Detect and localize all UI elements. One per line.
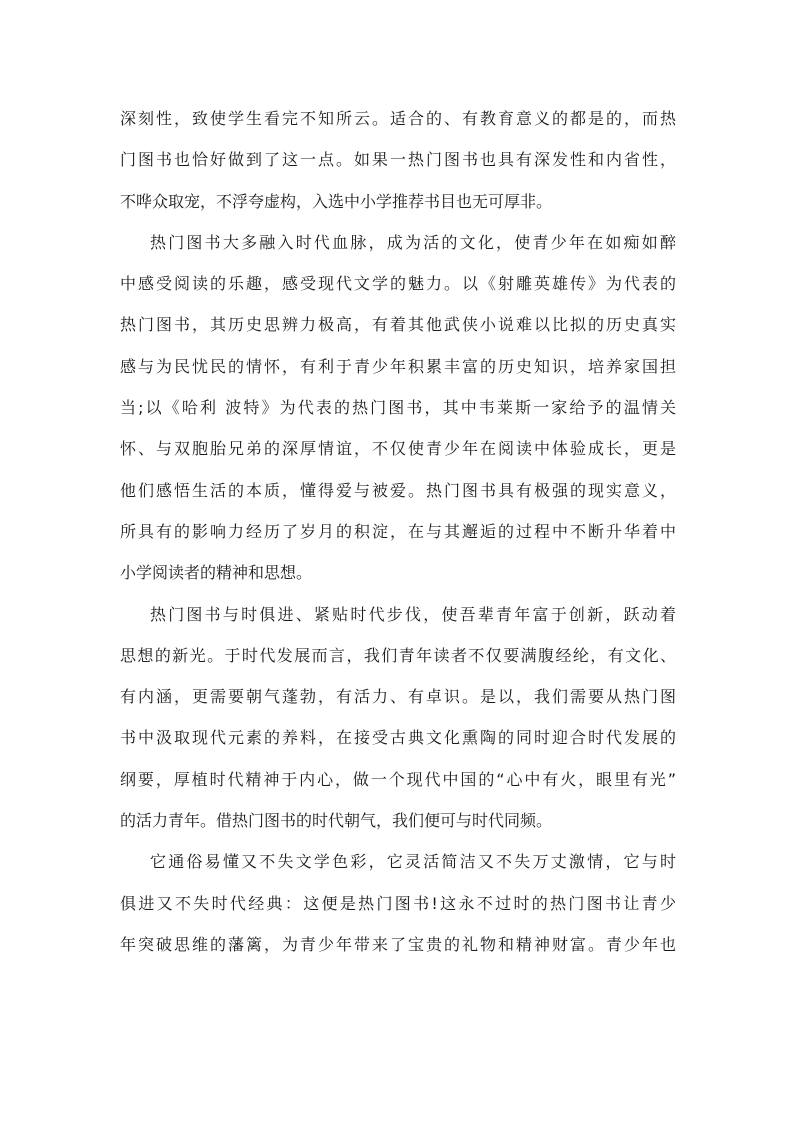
paragraph-line: 热门图书大多融入时代血脉，成为活的文化，使青少年在如痴如醉	[150, 232, 676, 252]
paragraph-line: 的活力青年。借热门图书的时代朝气，我们便可与时代同频。	[120, 811, 553, 831]
paragraph-line: 年突破思维的藩篱，为青少年带来了宝贵的礼物和精神财富。青少年也	[120, 934, 676, 954]
document-body	[120, 98, 676, 965]
paragraph-line: 门图书也恰好做到了这一点。如果一热门图书也具有深发性和内省性，	[120, 150, 676, 170]
paragraph-line: 不哗众取宠，不浮夸虚构，入选中小学推荐书目也无可厚非。	[120, 191, 553, 211]
paragraph-line: 思想的新光。于时代发展而言，我们青年读者不仅要满腹经纶，有文化、	[120, 645, 676, 665]
paragraph-line: 热门图书，其历史思辨力极高，有着其他武侠小说难以比拟的历史真实	[120, 315, 676, 335]
paragraph-line: 小学阅读者的精神和思想。	[120, 563, 313, 583]
paragraph-line: 怀、与双胞胎兄弟的深厚情谊，不仅使青少年在阅读中体验成长，更是	[120, 439, 676, 459]
paragraph-line: 深刻性，致使学生看完不知所云。适合的、有教育意义的都是的，而热	[120, 109, 676, 128]
paragraph-line: 有内涵，更需要朝气蓬勃，有活力、有卓识。是以，我们需要从热门图	[120, 687, 676, 707]
paragraph-line: 热门图书与时俱进、紧贴时代步伐，使吾辈青年富于创新，跃动着	[150, 604, 676, 624]
paragraph-line: 它通俗易懂又不失文学色彩，它灵活简洁又不失万丈激情，它与时	[150, 852, 676, 872]
paragraph-line: 书中汲取现代元素的养料，在接受古典文化熏陶的同时迎合时代发展的	[120, 728, 676, 748]
paragraph-line: 所具有的影响力经历了岁月的积淀，在与其邂逅的过程中不断升华着中	[120, 521, 676, 541]
paragraph-line: 当;以《哈利 波特》为代表的热门图书，其中韦莱斯一家给予的温情关	[120, 398, 676, 418]
paragraph-line: 中感受阅读的乐趣，感受现代文学的魅力。以《射雕英雄传》为代表的	[120, 274, 676, 294]
paragraph-line: 他们感悟生活的本质，懂得爱与被爱。热门图书具有极强的现实意义，	[120, 480, 676, 500]
paragraph-line: 感与为民忧民的情怀，有利于青少年积累丰富的历史知识，培养家国担	[120, 356, 676, 376]
paragraph-line: 纲要，厚植时代精神于内心，做一个现代中国的“心中有火，眼里有光”	[120, 769, 676, 789]
paragraph-line: 俱进又不失时代经典：这便是热门图书!这永不过时的热门图书让青少	[120, 893, 676, 913]
